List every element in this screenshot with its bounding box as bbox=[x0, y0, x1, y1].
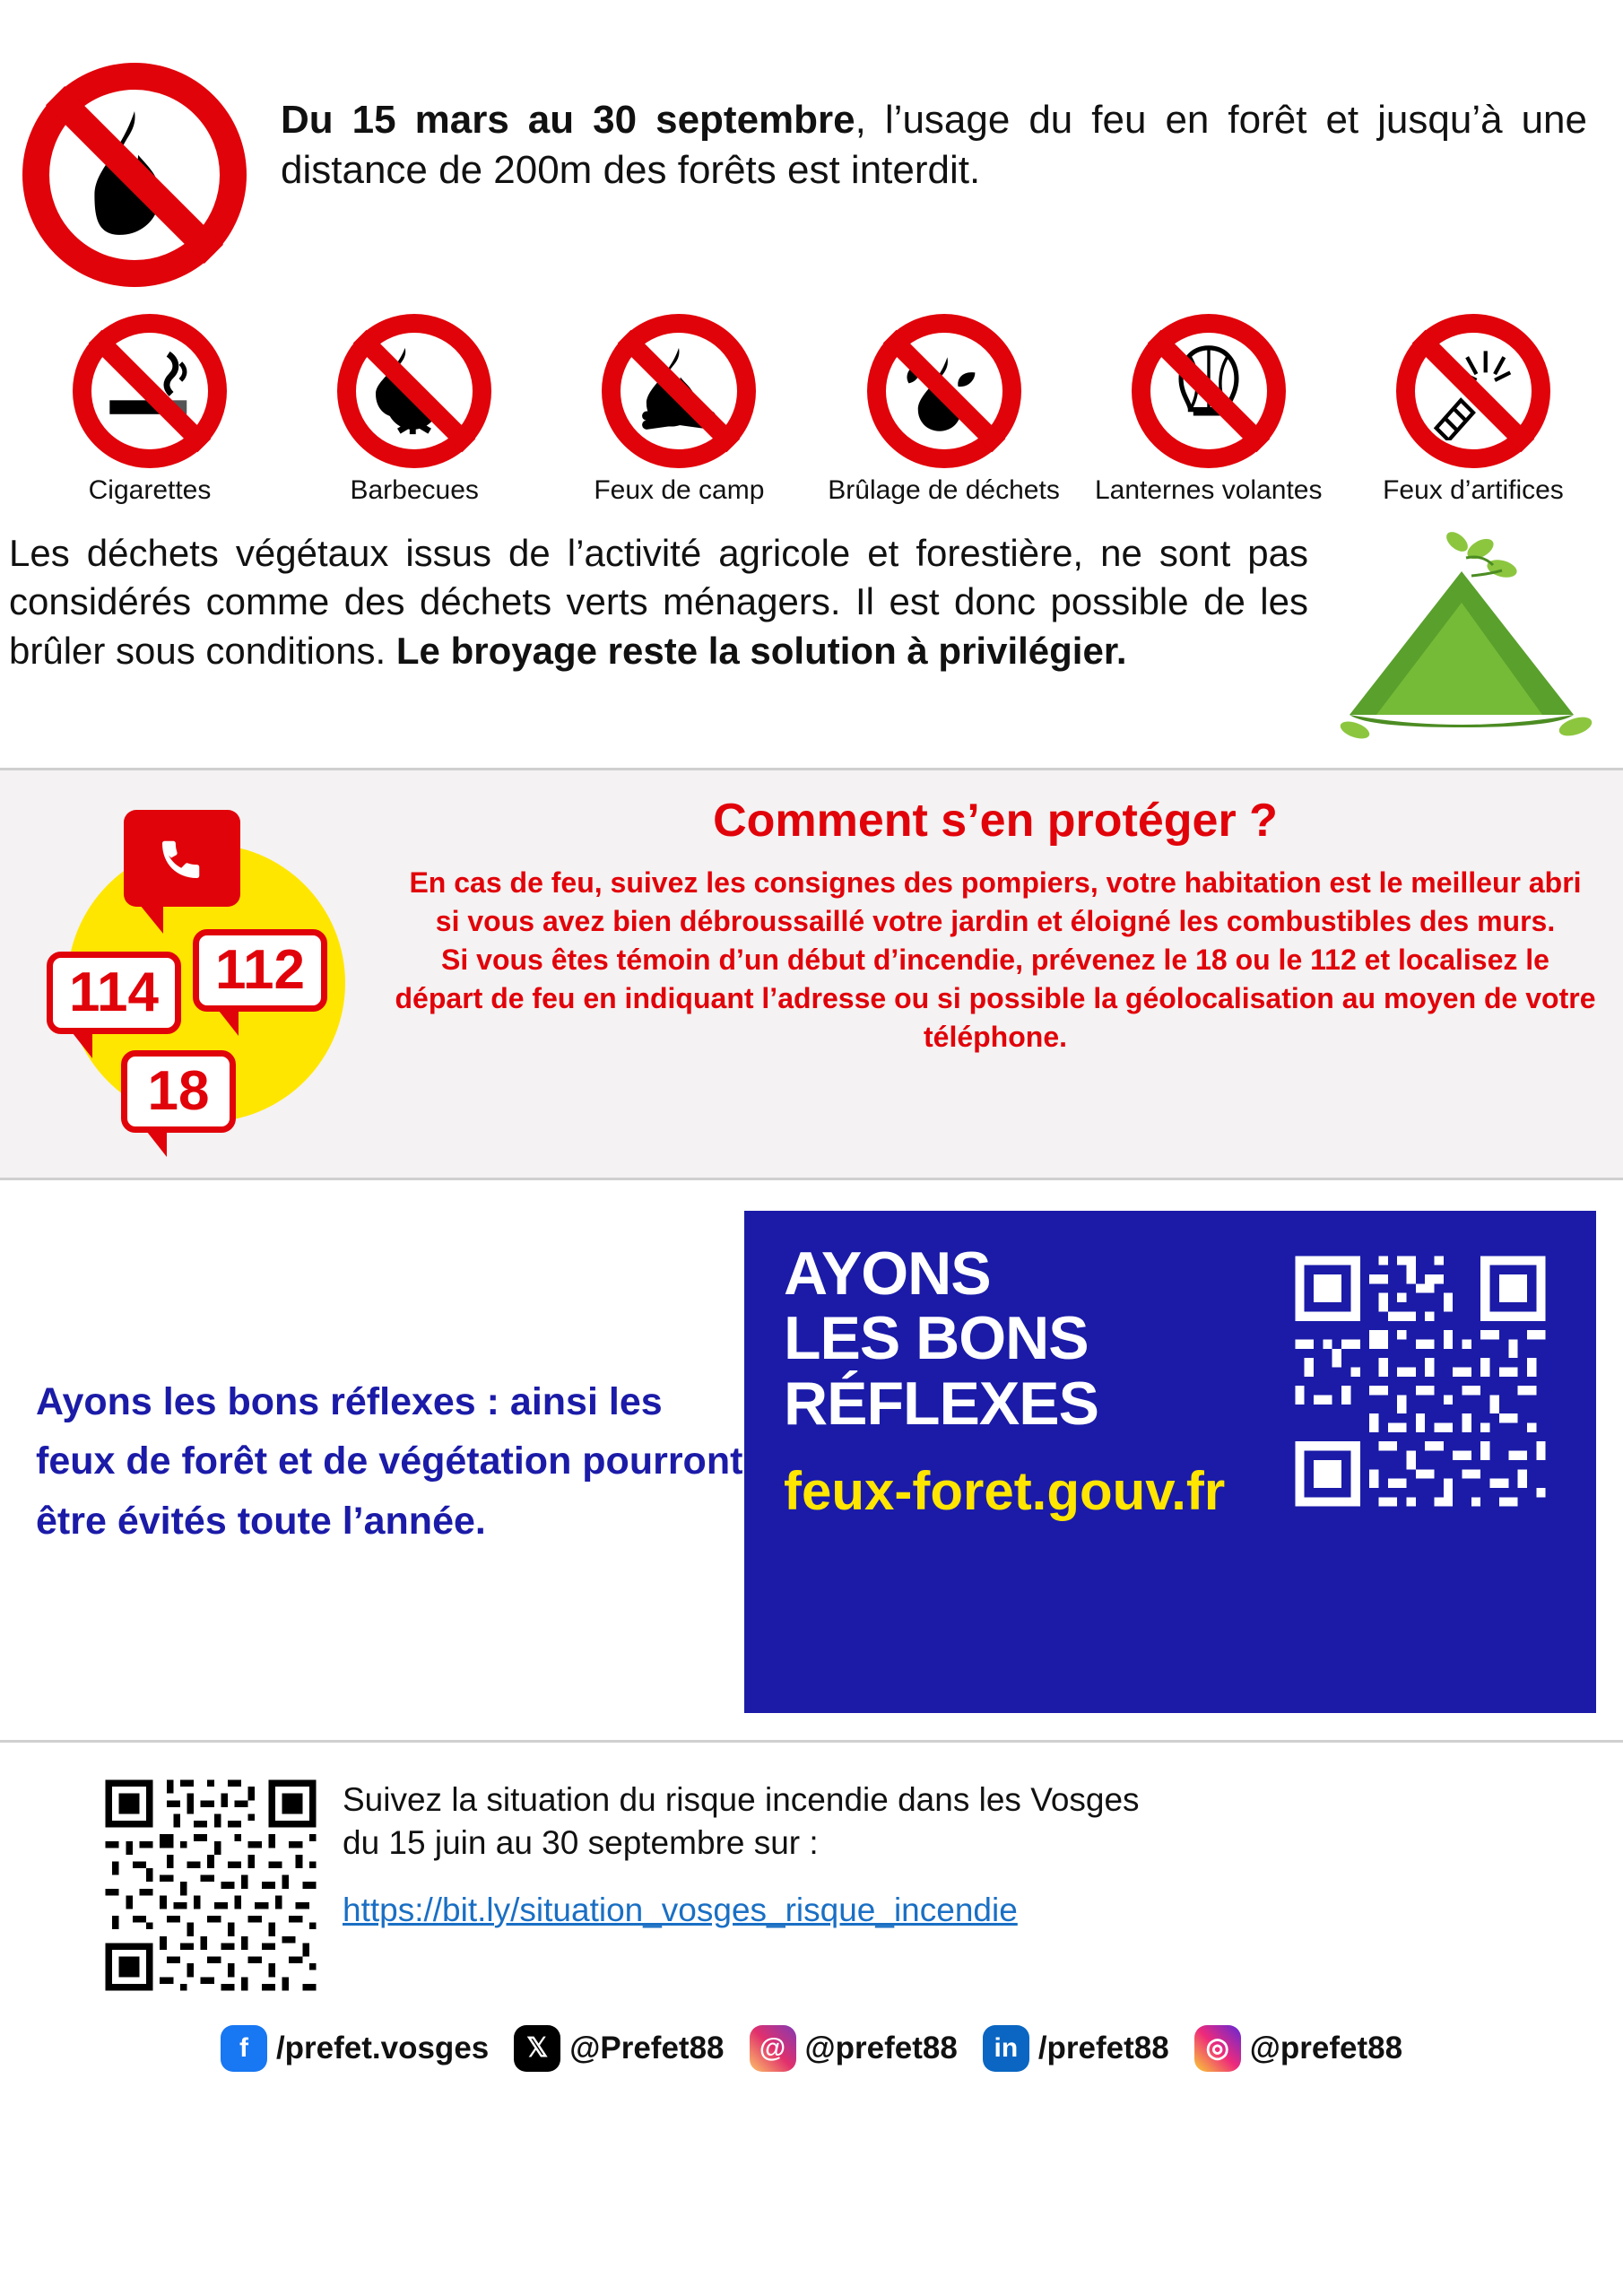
campaign-line-3: RÉFLEXES bbox=[784, 1370, 1098, 1439]
prohibited-label: Barbecues bbox=[350, 475, 479, 505]
campaign-line-1: AYONS bbox=[784, 1239, 991, 1308]
prohibited-item bbox=[20, 314, 280, 506]
prohibited-item bbox=[1079, 314, 1339, 506]
qr-code-feux-foret[interactable] bbox=[1286, 1247, 1564, 1520]
social-handle: /prefet.vosges bbox=[275, 2030, 490, 2066]
intro-text bbox=[281, 63, 1587, 196]
green-waste-paragraph: Les déchets végétaux issus de l’activité agricole et forestière, ne sont pas considérés comme des déchets verts ménagers. Il est donc possible de les brûler sous conditions. bbox=[9, 531, 1308, 672]
emergency-numbers-graphic bbox=[27, 790, 386, 1149]
linkedin-icon: in bbox=[983, 2025, 1029, 2072]
prohibited-item bbox=[549, 314, 809, 506]
green-waste-text bbox=[9, 522, 1308, 676]
threads-icon: @ bbox=[750, 2025, 796, 2072]
protection-body bbox=[395, 864, 1596, 1057]
no-cigarette-icon bbox=[73, 314, 227, 468]
social-threads[interactable] bbox=[750, 2025, 958, 2072]
no-fireworks-icon bbox=[1396, 314, 1550, 468]
intro-dates: Du 15 mars au 30 septembre bbox=[281, 98, 855, 142]
emergency-number-114: 114 bbox=[47, 952, 181, 1034]
social-handle: @Prefet88 bbox=[569, 2030, 725, 2066]
social-instagram[interactable] bbox=[1194, 2025, 1402, 2072]
x-twitter-icon: 𝕏 bbox=[514, 2025, 560, 2072]
campaign-card bbox=[744, 1211, 1596, 1713]
green-waste-block bbox=[0, 506, 1623, 746]
reflex-section bbox=[0, 1180, 1623, 1740]
footer-section bbox=[0, 1740, 1623, 2002]
prohibited-item bbox=[1343, 314, 1603, 506]
prohibited-label: Brûlage de déchets bbox=[828, 475, 1060, 505]
qr-code-situation-vosges[interactable] bbox=[36, 1773, 323, 2002]
social-handle: @prefet88 bbox=[804, 2030, 958, 2066]
phone-handset-icon bbox=[124, 810, 240, 907]
prohibited-label: Cigarettes bbox=[88, 475, 212, 505]
situation-link[interactable]: https://bit.ly/situation_vosges_risque_incendie bbox=[343, 1891, 1018, 1928]
no-waste-burning-icon bbox=[867, 314, 1021, 468]
social-facebook[interactable] bbox=[221, 2025, 489, 2072]
protection-title: Comment s’en protéger ? bbox=[713, 794, 1278, 847]
social-linkedin[interactable] bbox=[983, 2025, 1169, 2072]
social-handle: /prefet88 bbox=[1037, 2030, 1169, 2066]
campaign-line-2: LES BONS bbox=[784, 1304, 1089, 1373]
intro-banner bbox=[0, 0, 1623, 287]
social-row bbox=[0, 2002, 1623, 2088]
no-campfire-icon bbox=[602, 314, 756, 468]
prohibited-icon-strip bbox=[0, 287, 1623, 506]
footer-line-2: du 15 juin au 30 septembre sur : bbox=[343, 1823, 819, 1861]
prohibited-label: Lanternes volantes bbox=[1094, 475, 1323, 505]
social-x[interactable] bbox=[514, 2025, 724, 2072]
emergency-number-18: 18 bbox=[121, 1050, 236, 1133]
reflex-text: Ayons les bons réflexes : ainsi les feux de forêt et de végétation pourront être évités toute l’année. bbox=[36, 1379, 743, 1543]
facebook-icon: f bbox=[221, 2025, 267, 2072]
emergency-number-112: 112 bbox=[193, 929, 327, 1012]
instagram-icon: ◎ bbox=[1194, 2025, 1241, 2072]
prohibited-label: Feux d’artifices bbox=[1383, 475, 1564, 505]
protection-band bbox=[0, 768, 1623, 1180]
intro-rest: , l’usage du feu en forêt et jusqu’à une distance de 200m des forêts est interdit. bbox=[281, 98, 1588, 193]
no-barbecue-icon bbox=[337, 314, 491, 468]
protection-paragraph-2: Si vous êtes témoin d’un début d’incendie, prévenez le 18 ou le 112 et localisez le départ de feu en indiquant l’adresse ou si possible la géolocalisation au moyen de votre téléphone. bbox=[395, 943, 1596, 1054]
social-handle: @prefet88 bbox=[1249, 2030, 1403, 2066]
campaign-url[interactable]: feux-foret.gouv.fr bbox=[784, 1460, 1226, 1521]
prohibited-item bbox=[814, 314, 1074, 506]
prohibited-item bbox=[284, 314, 544, 506]
no-fire-icon bbox=[22, 63, 247, 287]
footer-line-1: Suivez la situation du risque incendie dans les Vosges bbox=[343, 1780, 1140, 1818]
protection-paragraph-1: En cas de feu, suivez les consignes des pompiers, votre habitation est le meilleur abri si vous avez bien débroussaillé votre jardin et éloigné les combustibles des murs. bbox=[409, 865, 1582, 937]
green-waste-pile-illustration bbox=[1314, 522, 1601, 746]
no-sky-lantern-icon bbox=[1132, 314, 1286, 468]
prohibited-label: Feux de camp bbox=[594, 475, 765, 505]
green-waste-bold: Le broyage reste la solution à privilégier. bbox=[395, 629, 1127, 672]
